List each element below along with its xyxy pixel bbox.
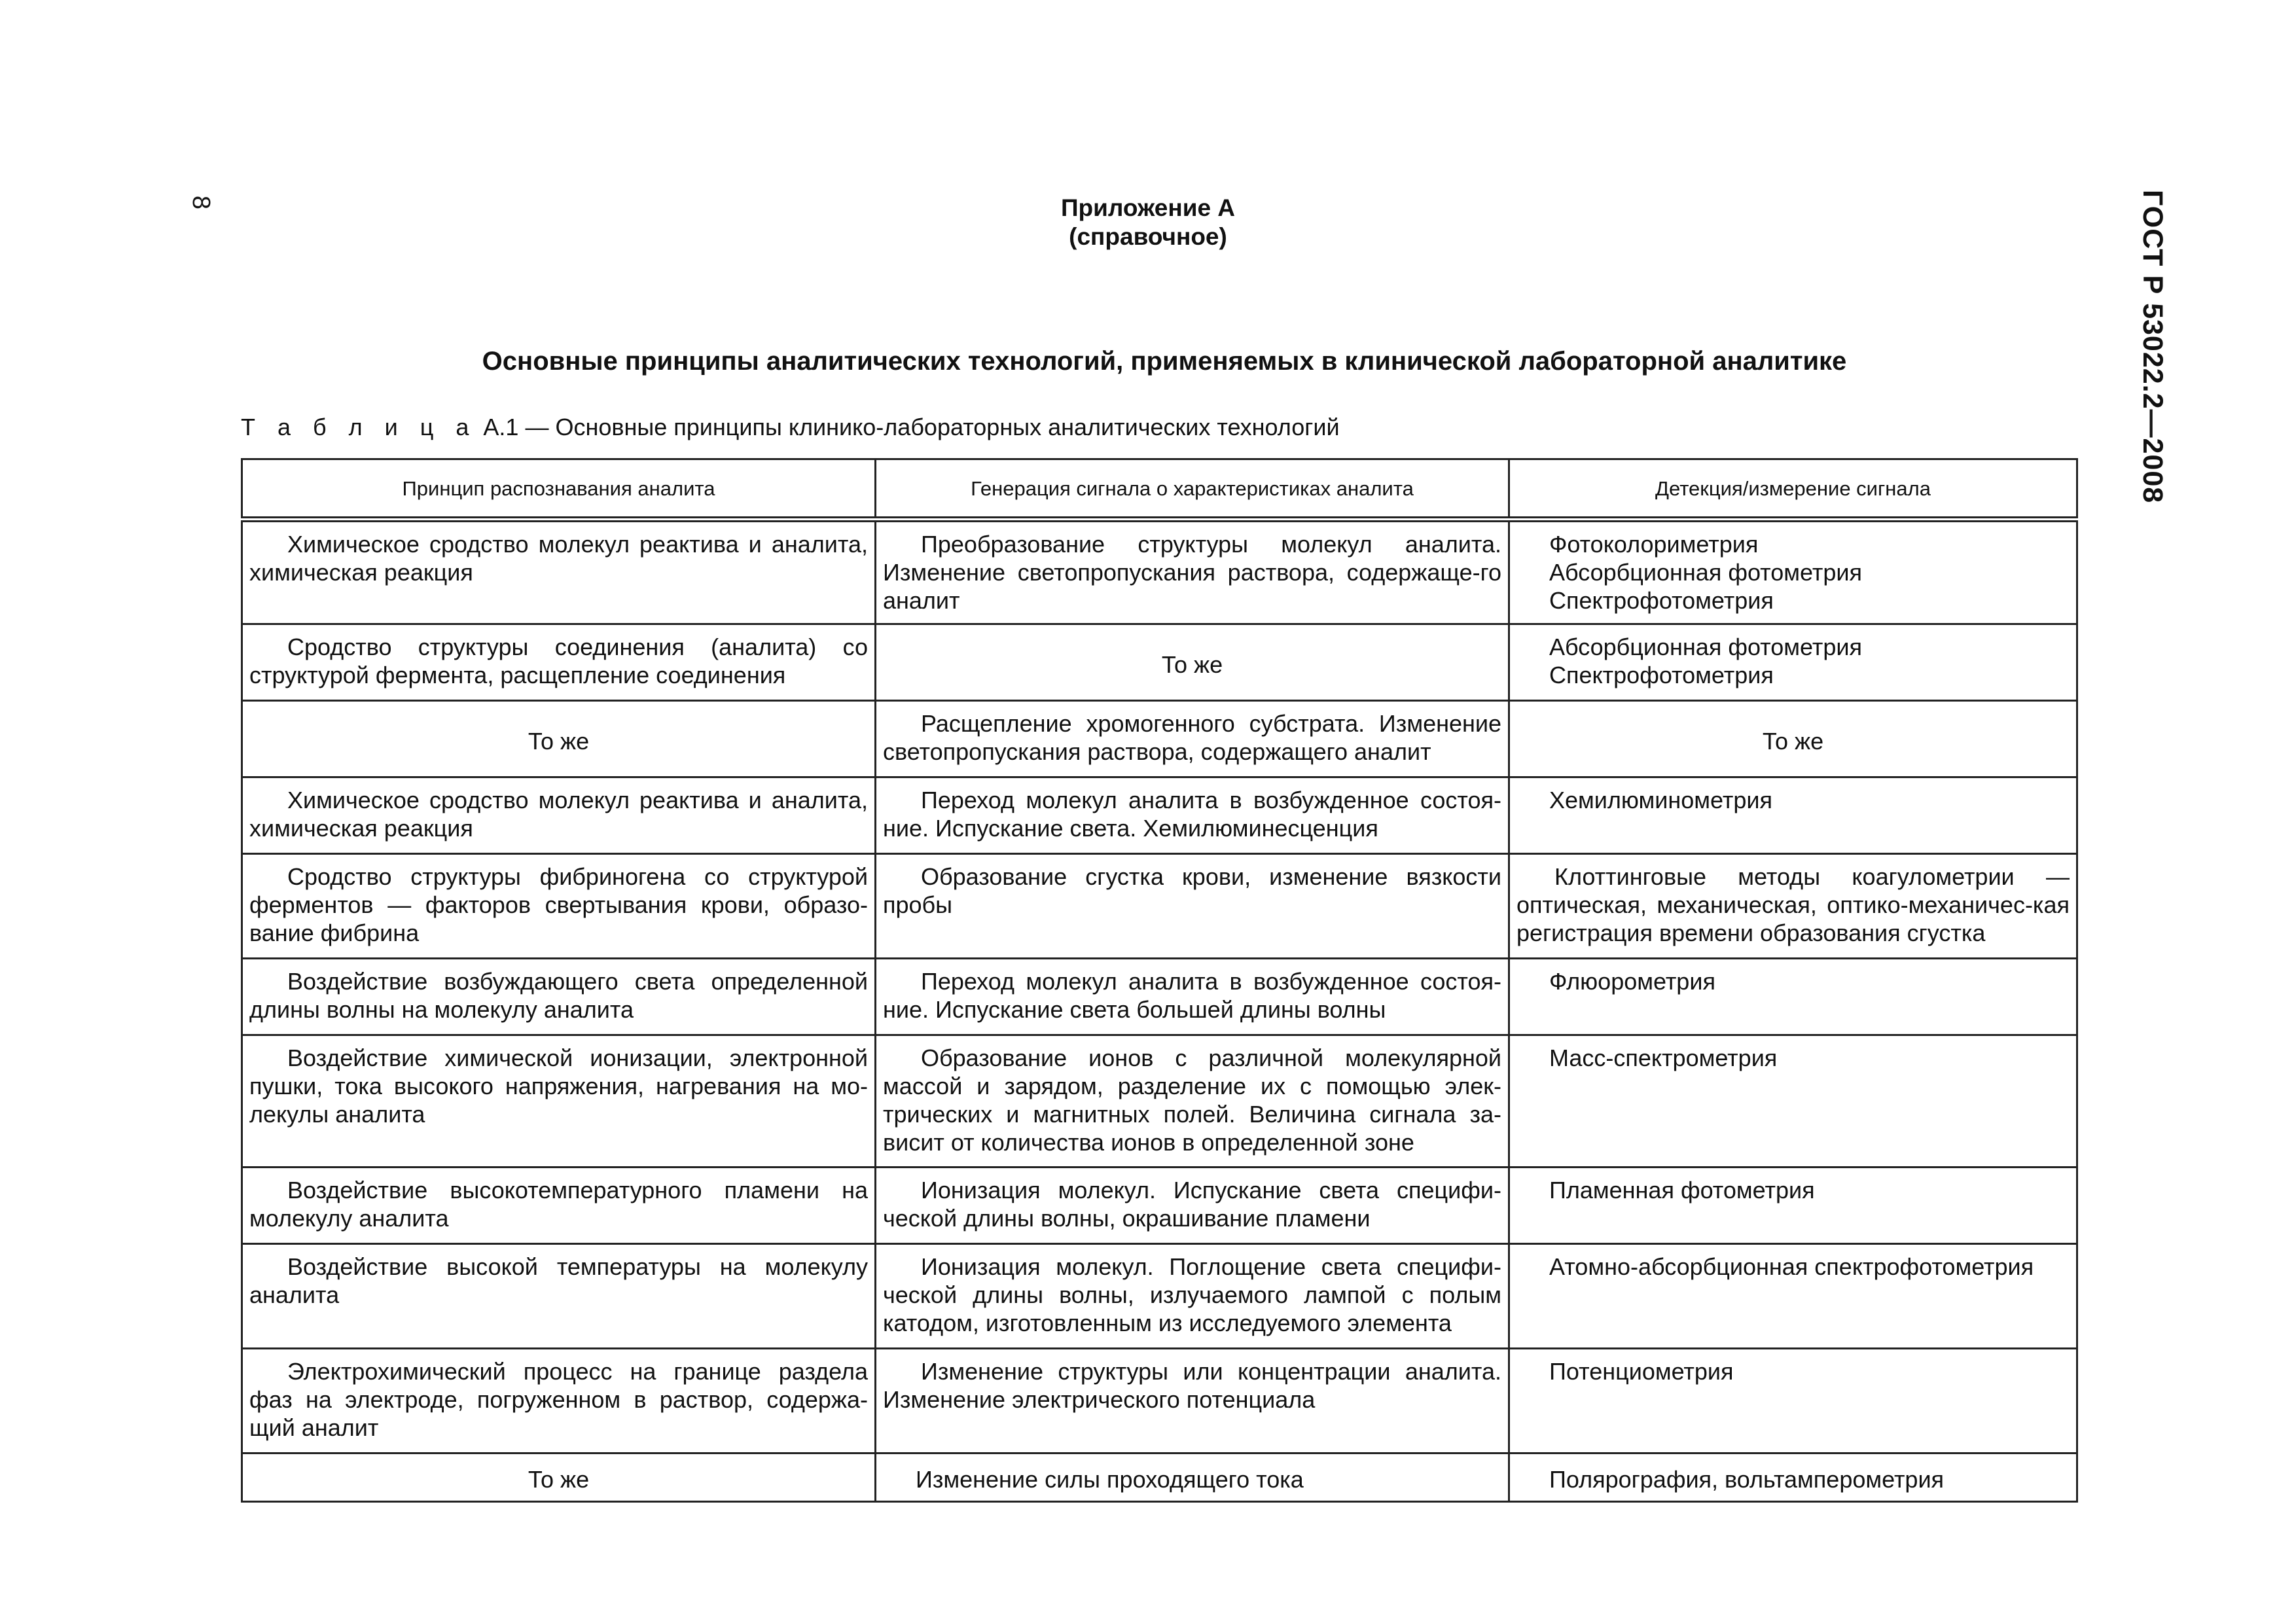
page-number: 8 (187, 195, 215, 210)
table-cell: Хемилюминометрия (1509, 777, 2077, 854)
table-cell: Полярография, вольтамперометрия (1509, 1454, 2077, 1502)
table-row (242, 854, 2077, 959)
cell-line: Спектрофотометрия (1549, 662, 1774, 688)
table-cell: Атомно-абсорбционная спектрофотометрия (1509, 1244, 2077, 1349)
table-cell: Ионизация молекул. Поглощение света специфи-ческой длины волны, излучаемого лампой с полым катодом, изготовленным из исследуемого элемента (876, 1244, 1509, 1349)
table-caption (241, 414, 1340, 441)
table-row (242, 959, 2077, 1035)
table-cell: Сродство структуры фибриногена со структурой ферментов — факторов свертывания крови, образо-вание фибрина (242, 854, 876, 959)
appendix-subtitle: (справочное) (1069, 223, 1227, 250)
table-header-row (242, 459, 2077, 520)
table-row (242, 777, 2077, 854)
table-cell: Воздействие химической ионизации, электронной пушки, тока высокого напряжения, нагревания на мо-лекулы аналита (242, 1035, 876, 1168)
cell-line: Спектрофотометрия (1549, 587, 1774, 614)
table-cell: Изменение структуры или концентрации аналита. Изменение электрического потенциала (876, 1349, 1509, 1454)
appendix-title: Приложение А (1060, 194, 1236, 221)
table-cell: То же (1509, 701, 2077, 777)
table-cell: Электрохимический процесс на границе раздела фаз на электроде, погруженном в раствор, содержа-щий аналит (242, 1349, 876, 1454)
table-cell: Переход молекул аналита в возбужденное состоя-ние. Испускание света большей длины волны (876, 959, 1509, 1035)
principles-table (241, 458, 2078, 1503)
table-cell: Переход молекул аналита в возбужденное состоя-ние. Испускание света. Хемилюминесценция (876, 777, 1509, 854)
header-cell: Принцип распознавания аналита (242, 459, 876, 520)
table-row (242, 624, 2077, 701)
table-cell: То же (242, 1454, 876, 1502)
table-cell: Ионизация молекул. Испускание света специфи-ческой длины волны, окрашивание пламени (876, 1168, 1509, 1244)
cell-line: Абсорбционная фотометрия (1549, 559, 1862, 586)
table-cell: Расщепление хромогенного субстрата. Изменение светопропускания раствора, содержащего аналит (876, 701, 1509, 777)
table-cell: То же (876, 624, 1509, 701)
table-cell: Химическое сродство молекул реактива и аналита, химическая реакция (242, 520, 876, 624)
table-cell: Масс-спектрометрия (1509, 1035, 2077, 1168)
table-row (242, 1168, 2077, 1244)
table-row (242, 1035, 2077, 1168)
cell-line: Фотоколориметрия (1549, 531, 1759, 558)
table-cell: То же (242, 701, 876, 777)
table-cell: Флюорометрия (1509, 959, 2077, 1035)
header-cell: Детекция/измерение сигнала (1509, 459, 2077, 520)
table-cell: Химическое сродство молекул реактива и аналита, химическая реакция (242, 777, 876, 854)
table-label: Т а б л и ц а (241, 414, 477, 440)
table-cell: Потенциометрия (1509, 1349, 2077, 1454)
table-caption-text: А.1 — Основные принципы клинико-лабораторных аналитических технологий (476, 414, 1340, 440)
main-title: Основные принципы аналитических технологий, применяемых в клинической лабораторной аналитике (482, 347, 1847, 376)
table-cell: Воздействие высокой температуры на молекулу аналита (242, 1244, 876, 1349)
table-row (242, 1454, 2077, 1502)
table-row (242, 520, 2077, 624)
table-cell: Пламенная фотометрия (1509, 1168, 2077, 1244)
table-cell (1509, 520, 2077, 624)
table-cell: Образование сгустка крови, изменение вязкости пробы (876, 854, 1509, 959)
standard-code: ГОСТ Р 53022.2—2008 (2137, 190, 2168, 504)
header-cell: Генерация сигнала о характеристиках аналита (876, 459, 1509, 520)
table-cell: Клоттинговые методы коагулометрии — оптическая, механическая, оптико-механичес-кая регистрация времени образования сгустка (1509, 854, 2077, 959)
table-cell: Воздействие возбуждающего света определенной длины волны на молекулу аналита (242, 959, 876, 1035)
table-cell: Сродство структуры соединения (аналита) со структурой фермента, расщепление соединения (242, 624, 876, 701)
table-row (242, 1349, 2077, 1454)
table-cell: Воздействие высокотемпературного пламени на молекулу аналита (242, 1168, 876, 1244)
table-row (242, 1244, 2077, 1349)
table-cell: Изменение силы проходящего тока (876, 1454, 1509, 1502)
table-cell (1509, 624, 2077, 701)
table-row (242, 701, 2077, 777)
table-cell: Преобразование структуры молекул аналита. Изменение светопропускания раствора, содержаще-го аналит (876, 520, 1509, 624)
table-cell: Образование ионов с различной молекулярной массой и зарядом, разделение их с помощью элек-трических и магнитных полей. Величина сигнала за-висит от количества ионов в определенной зоне (876, 1035, 1509, 1168)
cell-line: Абсорбционная фотометрия (1549, 633, 1862, 660)
